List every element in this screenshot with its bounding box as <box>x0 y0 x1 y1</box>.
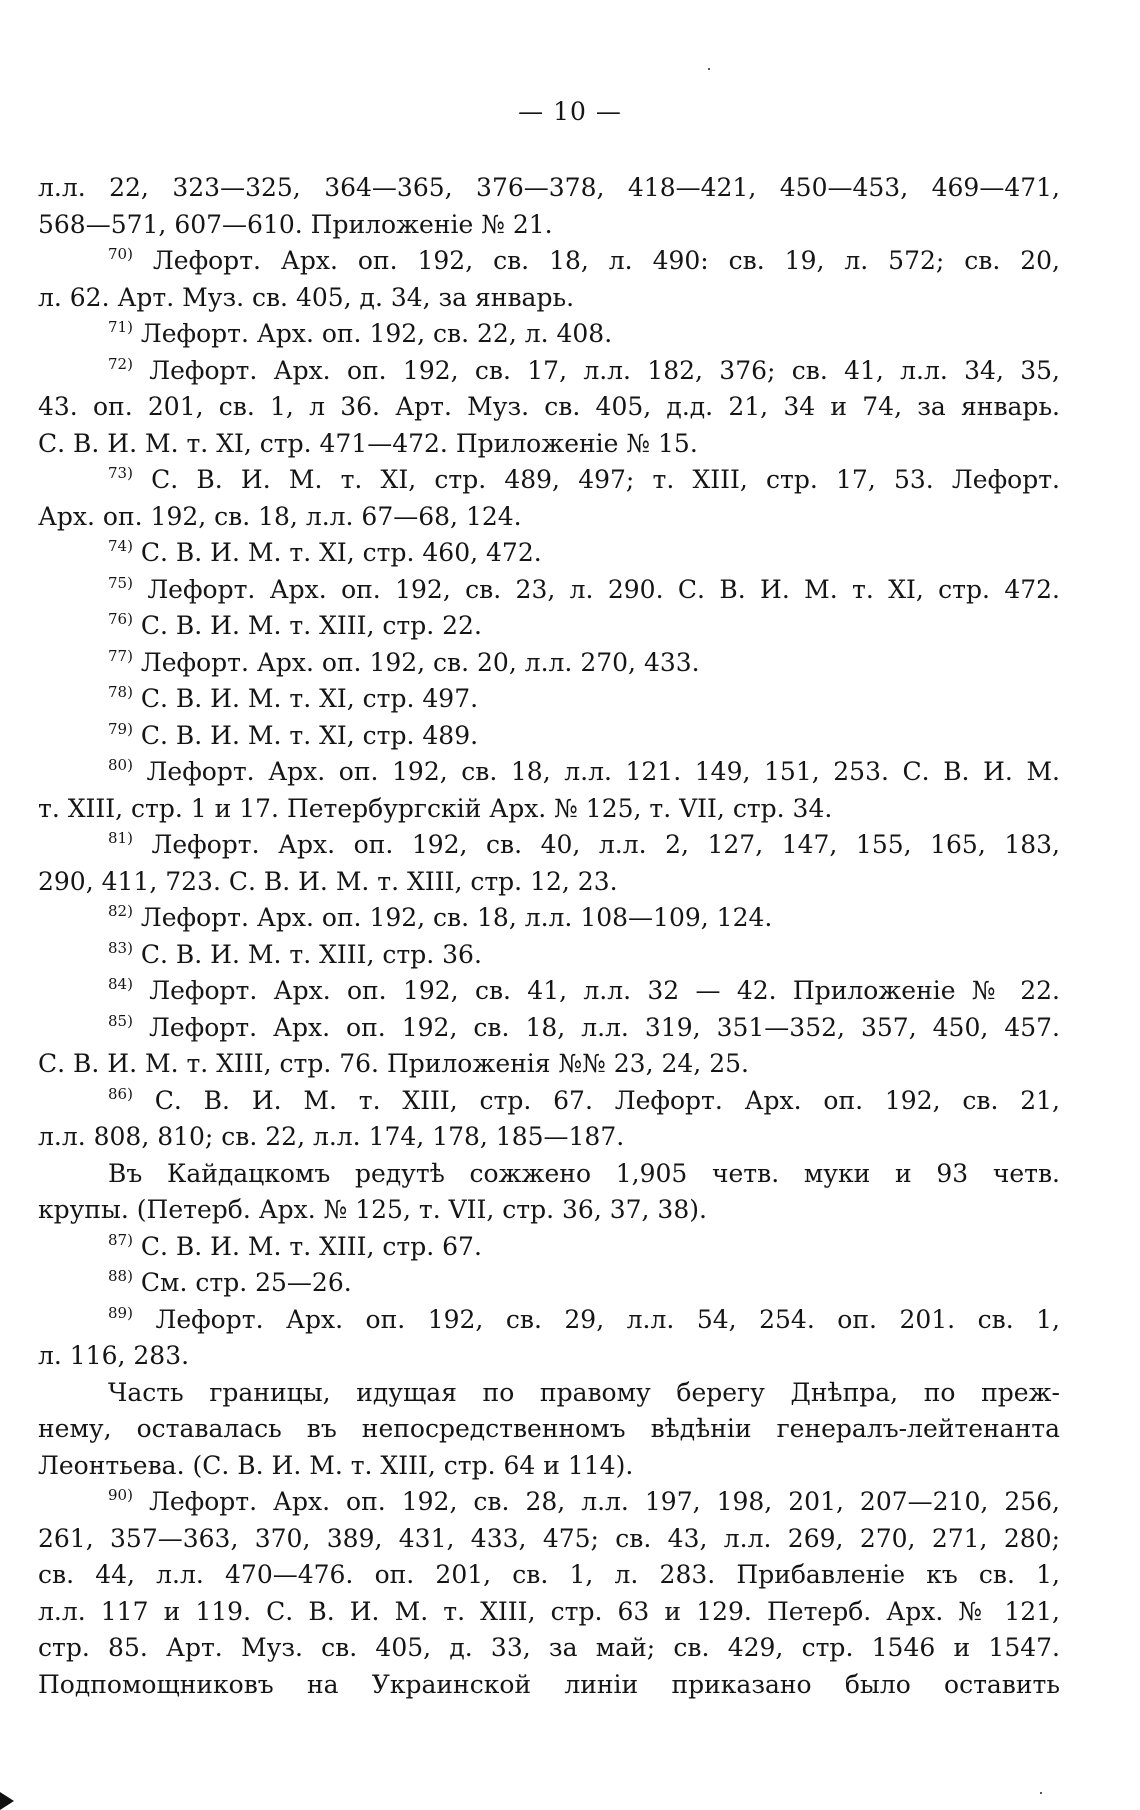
text-line <box>38 1484 1060 1521</box>
line-text: С. В. И. М. т. XI, стр. 497. <box>132 684 479 713</box>
text-line <box>38 462 1060 499</box>
scan-edge-mark <box>0 1792 14 1810</box>
line-text: С. В. И. М. т. XIII, стр. 76. Приложенія №№ 23, 24, 25. <box>38 1049 749 1078</box>
line-text: Лефорт. Арх. оп. 192, св. 18, л. 490: св. 19, л. 572; св. 20, <box>132 246 1060 275</box>
footnote-marker: 85) <box>108 1011 133 1030</box>
footnote-marker: 81) <box>108 829 133 847</box>
text-line <box>38 1229 1060 1266</box>
text-line <box>38 353 1060 390</box>
line-text: л. 62. Арт. Муз. св. 405, д. 34, за январь. <box>38 282 575 312</box>
text-line <box>38 1630 1060 1667</box>
line-text: Лефорт. Арх. оп. 192, св. 40, л.л. 2, 127, 147, 155, 165, 183, <box>132 830 1060 859</box>
line-text: л. 116, 283. <box>38 1341 190 1370</box>
page-number: — 10 — <box>518 97 622 126</box>
text-line <box>38 973 1060 1010</box>
text-line <box>38 243 1060 280</box>
line-text: Въ Кайдацкомъ редутѣ сожжено 1,905 четв. муки и 93 четв. <box>108 1158 1060 1188</box>
footnote-marker: 74) <box>108 537 133 555</box>
text-line <box>38 1667 1060 1704</box>
text-line <box>38 1192 1060 1229</box>
line-text: крупы. (Петерб. Арх. № 125, т. VII, стр. 36, 37, 38). <box>38 1195 707 1224</box>
line-text: С. В. И. М. т. XI, стр. 471—472. Приложеніе № 15. <box>38 428 698 458</box>
line-text: Лефорт. Арх. оп. 192, св. 18, л.л. 121. 149, 151, 253. С. В. И. М. <box>132 757 1060 786</box>
text-line <box>38 499 1060 536</box>
footnote-marker: 75) <box>108 573 133 592</box>
text-line <box>38 1302 1060 1339</box>
footnote-marker: 79) <box>108 719 133 738</box>
text-line <box>38 207 1060 244</box>
line-text: т. XIII, стр. 1 и 17. Петербургскій Арх. № 125, т. VII, стр. 34. <box>38 793 833 823</box>
line-text: Лефорт. Арх. оп. 192, св. 18, л.л. 319, 351—352, 357, 450, 457. <box>132 1012 1060 1042</box>
text-line <box>38 535 1060 572</box>
line-text: Лефорт. Арх. оп. 192, св. 20, л.л. 270, 433. <box>132 647 700 677</box>
line-text: Часть границы, идущая по правому берегу Днѣпра, по преж- <box>108 1377 1060 1407</box>
line-text: св. 44, л.л. 470—476. оп. 201, св. 1, л. 283. Прибавленіе къ св. 1, <box>38 1560 1060 1589</box>
line-text: С. В. И. М. т. XIII, стр. 67. <box>132 1231 482 1261</box>
line-text: 43. оп. 201, св. 1, л 36. Арт. Муз. св. 405, д.д. 21, 34 и 74, за январь. <box>38 392 1060 421</box>
text-line <box>38 900 1060 937</box>
line-text: л.л. 808, 810; св. 22, л.л. 174, 178, 185—187. <box>38 1122 625 1151</box>
line-text: Лефорт. Арх. оп. 192, св. 22, л. 408. <box>132 319 613 348</box>
footnotes-text <box>38 170 1060 1703</box>
text-line <box>38 1083 1060 1120</box>
text-line <box>38 1338 1060 1375</box>
line-text: Арх. оп. 192, св. 18, л.л. 67—68, 124. <box>38 501 522 531</box>
line-text: Лефорт. Арх. оп. 192, св. 29, л.л. 54, 254. оп. 201. св. 1, <box>132 1304 1060 1334</box>
text-line <box>38 1448 1060 1485</box>
text-line <box>38 389 1060 426</box>
text-line <box>38 170 1060 207</box>
footnote-marker: 88) <box>108 1267 133 1285</box>
footnote-marker: 70) <box>108 245 133 263</box>
footnote-marker: 72) <box>108 354 133 373</box>
line-text: Лефорт. Арх. оп. 192, св. 18, л.л. 108—109, 124. <box>132 903 773 932</box>
text-line <box>38 645 1060 682</box>
text-line <box>38 791 1060 828</box>
text-line <box>38 1010 1060 1047</box>
text-line <box>38 316 1060 353</box>
footnote-marker: 82) <box>108 902 133 920</box>
text-line <box>38 1156 1060 1193</box>
text-line <box>38 1119 1060 1156</box>
text-line <box>38 681 1060 718</box>
footnote-marker: 89) <box>108 1303 133 1322</box>
line-text: Лефорт. Арх. оп. 192, св. 17, л.л. 182, 376; св. 41, л.л. 34, 35, <box>132 355 1060 385</box>
line-text: С. В. И. М. т. XI, стр. 489. <box>132 720 479 750</box>
text-line <box>38 1411 1060 1448</box>
text-line <box>38 572 1060 609</box>
text-line <box>38 1265 1060 1302</box>
line-text: л.л. 117 и 119. С. В. И. М. т. XIII, стр. 63 и 129. Петерб. Арх. № 121, <box>38 1596 1060 1626</box>
line-text: 261, 357—363, 370, 389, 431, 433, 475; св. 43, л.л. 269, 270, 271, 280; <box>38 1523 1060 1553</box>
footnote-marker: 78) <box>108 683 133 701</box>
footnote-marker: 84) <box>108 975 133 993</box>
text-line <box>38 608 1060 645</box>
text-line <box>38 718 1060 755</box>
line-text: См. стр. 25—26. <box>132 1268 352 1297</box>
line-text: Лефорт. Арх. оп. 192, св. 28, л.л. 197, 198, 201, 207—210, 256, <box>132 1487 1060 1516</box>
text-line <box>38 827 1060 864</box>
text-line <box>38 1521 1060 1558</box>
line-text: С. В. И. М. т. XI, стр. 489, 497; т. XIII, стр. 17, 53. Лефорт. <box>132 465 1060 494</box>
footnote-marker: 90) <box>108 1486 133 1504</box>
line-text: С. В. И. М. т. XIII, стр. 22. <box>132 611 482 640</box>
text-line <box>38 1594 1060 1631</box>
text-line <box>38 1557 1060 1594</box>
text-line <box>38 864 1060 901</box>
line-text: Подпомощниковъ на Украинской линіи приказано было оставить <box>38 1669 1060 1699</box>
line-text: стр. 85. Арт. Муз. св. 405, д. 33, за май; св. 429, стр. 1546 и 1547. <box>38 1633 1060 1662</box>
print-speck <box>1040 1792 1042 1794</box>
text-line <box>38 280 1060 317</box>
line-text: 568—571, 607—610. Приложеніе № 21. <box>38 209 553 239</box>
footnote-marker: 77) <box>108 646 133 665</box>
line-text: С. В. И. М. т. XI, стр. 460, 472. <box>132 538 542 567</box>
footnote-marker: 83) <box>108 938 133 957</box>
footnote-marker: 71) <box>108 318 133 336</box>
line-text: Леонтьева. (С. В. И. М. т. XIII, стр. 64 и 114). <box>38 1450 634 1480</box>
text-line <box>38 426 1060 463</box>
footnote-marker: 87) <box>108 1230 133 1249</box>
text-line <box>38 754 1060 791</box>
print-speck <box>708 68 710 70</box>
footnote-marker: 73) <box>108 464 133 482</box>
footnote-marker: 80) <box>108 756 133 774</box>
text-line <box>38 1046 1060 1083</box>
line-text: Лефорт. Арх. оп. 192, св. 41, л.л. 32 — 42. Приложеніе № 22. <box>132 976 1060 1005</box>
line-text: С. В. И. М. т. XIII, стр. 67. Лефорт. Арх. оп. 192, св. 21, <box>132 1085 1060 1115</box>
line-text: нему, оставалась въ непосредственномъ вѣдѣніи генералъ-лейтенанта <box>38 1414 1060 1443</box>
line-text: С. В. И. М. т. XIII, стр. 36. <box>132 939 482 969</box>
footnote-marker: 86) <box>108 1084 133 1103</box>
line-text: 290, 411, 723. С. В. И. М. т. XIII, стр. 12, 23. <box>38 866 618 896</box>
text-line <box>38 1375 1060 1412</box>
footnote-marker: 76) <box>108 610 133 628</box>
line-text: Лефорт. Арх. оп. 192, св. 23, л. 290. С. В. И. М. т. XI, стр. 472. <box>132 574 1060 604</box>
text-line <box>38 937 1060 974</box>
line-text: л.л. 22, 323—325, 364—365, 376—378, 418—421, 450—453, 469—471, <box>38 173 1060 202</box>
